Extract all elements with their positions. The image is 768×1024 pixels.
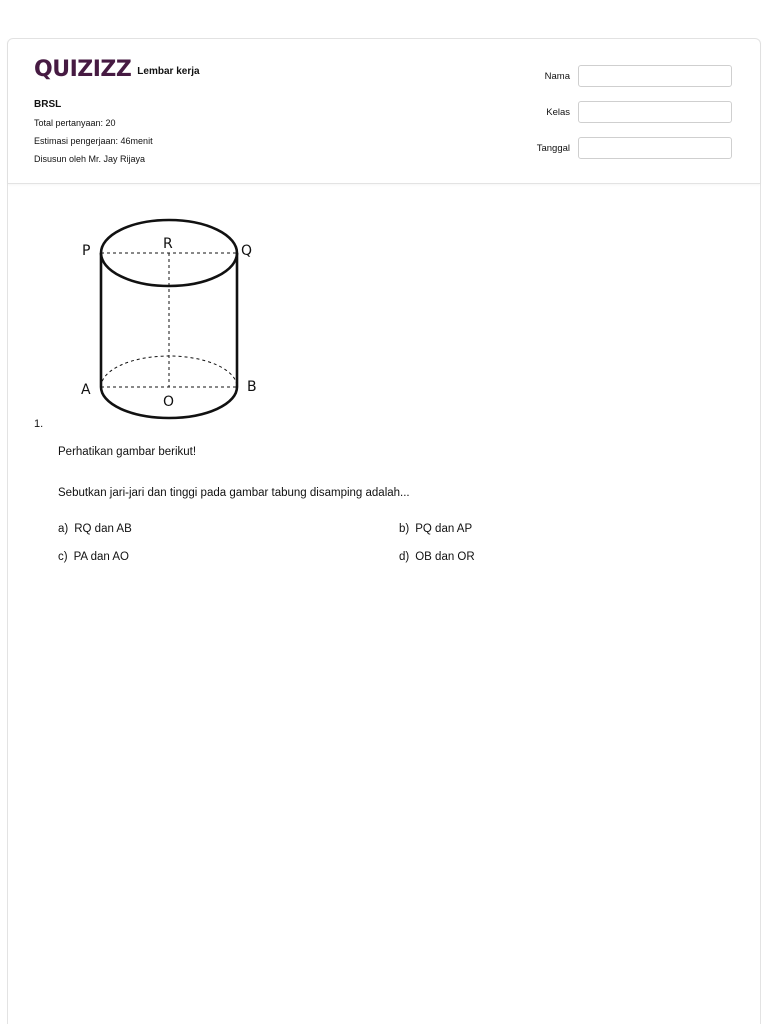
name-field-row xyxy=(545,65,732,87)
label-r: R xyxy=(163,236,173,252)
option-letter: d) xyxy=(399,551,410,563)
option-d[interactable] xyxy=(399,551,475,563)
cylinder-figure xyxy=(70,210,280,425)
brand xyxy=(34,57,200,83)
label-o: O xyxy=(163,394,175,410)
label-p: P xyxy=(82,243,91,259)
quizizz-logo: QUIZIZZ xyxy=(34,57,132,82)
option-text: RQ dan AB xyxy=(74,523,132,535)
option-letter: b) xyxy=(399,523,410,535)
question-number: 1. xyxy=(34,418,44,430)
question-prompt: Sebutkan jari-jari dan tinggi pada gambar tabung disamping adalah... xyxy=(58,487,410,499)
option-a[interactable] xyxy=(58,523,132,535)
date-field-row xyxy=(537,137,732,159)
class-input[interactable] xyxy=(578,101,732,123)
total-questions: Total pertanyaan: 20 xyxy=(34,118,116,128)
date-label: Tanggal xyxy=(536,142,570,154)
class-label: Kelas xyxy=(546,106,570,118)
name-label: Nama xyxy=(544,70,570,82)
option-letter: c) xyxy=(58,551,68,563)
label-b: B xyxy=(247,379,257,395)
option-text: PA dan AO xyxy=(73,551,130,563)
option-c[interactable] xyxy=(58,551,129,563)
worksheet-meta xyxy=(34,96,153,168)
option-text: PQ dan AP xyxy=(415,523,473,535)
option-text: OB dan OR xyxy=(415,551,475,563)
author: Disusun oleh Mr. Jay Rijaya xyxy=(34,154,146,164)
label-q: Q xyxy=(241,243,253,259)
name-input[interactable] xyxy=(578,65,732,87)
date-input[interactable] xyxy=(578,137,732,159)
option-b[interactable] xyxy=(399,523,472,535)
class-field-row xyxy=(546,101,732,123)
worksheet-header xyxy=(8,39,760,184)
time-estimate: Estimasi pengerjaan: 46menit xyxy=(34,136,153,146)
label-a: A xyxy=(81,382,91,398)
option-letter: a) xyxy=(58,523,69,535)
worksheet-type: Lembar kerja xyxy=(137,66,200,77)
worksheet-code: BRSL xyxy=(34,99,62,110)
question-instruction: Perhatikan gambar berikut! xyxy=(58,446,197,458)
